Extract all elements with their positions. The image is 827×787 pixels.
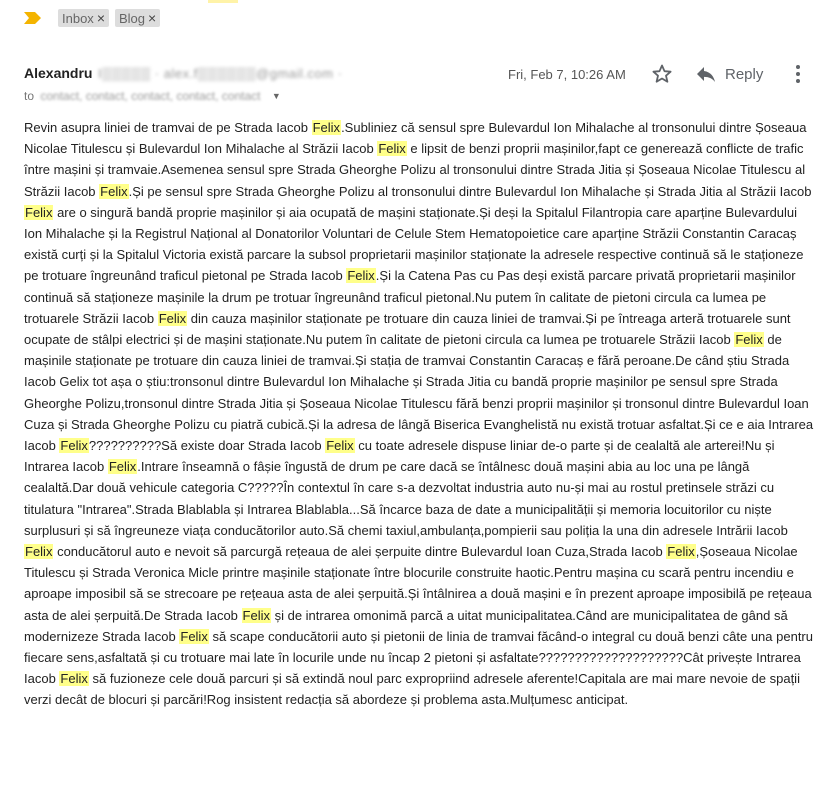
body-text: are o singură bandă proprie mașinilor și aia ocupată de mașini staționate.Și deși la Spitalul Filantropia care aparține Bulevardului Ion Mihalache și la Registrul Național al Donatorilor Voluntari de Celule Stem Hematopoietice care aparține Străzii Constantin Caracaș există curți și la Spitalul Victoria există parcare la subsol proprietarii mașinilor staționate la adresele respective continuă să le staționeze pe trotuare îngreunând traficul pietonal pe Strada Iacob [24, 204, 804, 284]
sender-email: I▒▒▒▒▒ · alex.f▒▒▒▒▒▒@gmail.com · [98, 66, 343, 81]
body-text: din cauza mașinilor staționate pe trotuare din cauza liniei de tramvai.Și pe întreaga arteră trotuarele sunt ocupate de stâlpi electrici și de mașini staționate.Nu putem în calitate de pietoni circula ca lumea pe trotuarele Străzii Iacob [24, 310, 791, 348]
body-text: cu toate adresele dispuse liniar de-o parte și de cealaltă ale arterei!Nu și Intrarea Iacob [24, 438, 775, 475]
search-highlight: Felix [158, 310, 187, 326]
search-highlight: Felix [25, 204, 53, 220]
body-text: .Intrare înseamnă o fâșie îngustă de drum pe care dacă se întâlnesc două mașini abia au loc una pe lângă cealaltă.Dar două vehicule categoria C?????În contextul în care s-a dezvoltat industria auto nu-și mai au rostul pretinsele străzi cu titulatura "Intrarea".Strada Blablabla și Intrarea Blablabla...Să încarce baza de date a municipalității și memoria locuitorilor cu niște surplusuri și să îngreuneze viața conducătorilor auto.Să chemi taxiul,ambulanța,pompierii sau poliția la una din adresele Intrării Iacob [24, 459, 788, 538]
sender-name: Alexandru [24, 65, 93, 81]
email-date: Fri, Feb 7, 10:26 AM [508, 67, 626, 82]
search-highlight: Felix [312, 120, 341, 135]
search-highlight: Felix [735, 332, 763, 348]
body-text: .Subliniez că sensul spre Bulevardul Ion Mihalache al tronsonului dintre Șoseaua Nicolae Titulescu și Bulevardul Ion Mihalache al Străzii Iacob [24, 120, 807, 157]
more-options-icon[interactable] [786, 62, 810, 86]
label-bar [22, 8, 166, 28]
important-marker-icon[interactable] [22, 10, 44, 26]
recipients-list: contact, contact, contact, contact, contact [40, 89, 261, 103]
body-text: .Și pe sensul spre Strada Gheorghe Polizu al tronsonului dintre Bulevardul Ion Mihalache și Strada Jitia al Străzii Iacob [128, 183, 812, 199]
body-text: Revin asupra liniei de tramvai de pe Strada Iacob [24, 120, 312, 135]
recipients-row [24, 89, 281, 103]
remove-label-blog-icon[interactable]: × [148, 10, 157, 26]
body-text: de mașinile staționate pe trotuare din cauza liniei de tramvai.Și stația de tramvai Constantin Caracaș e fără peroane.De când știu Strada Iacob Gelix tot așa o știu:tronsonul dintre Bulevardul Ion Mihalache și Strada Jitia cu bandă proprie mașinilor pe sensul spre Strada Gheorghe Polizu,tronsonul dintre Strada Jitia și Șoseaua Nicolae Titulescu fără benzi proprii mașinilor și tronsonul dintre Bulevardul Ioan Cuza și Strada Gheorghe Polizu cu piatră cubică.Și la adresa de lângă Biserica Evanghelistă nu există trotuar asfaltat.Și ce e aia Intrarea Iacob [24, 332, 814, 454]
search-highlight: Felix [108, 459, 137, 475]
body-text: să scape conducătorii auto și pietonii de linia de tramvai făcând-o integral cu două benzi câte una pentru fiecare sens,asfaltată și cu trotuare mai late în locurile unde nu încap 2 pietoni și asfaltate????????????????????Cât privește Intrarea Iacob [24, 628, 813, 687]
search-highlight: Felix [100, 183, 128, 199]
label-chip-name: Blog [119, 10, 146, 26]
body-text: conducătorul auto e nevoit să parcurgă rețeaua de alei șerpuite dintre Bulevardul Ioan Cuza,Strada Iacob [53, 544, 667, 560]
label-chip-inbox [58, 9, 109, 27]
sender-row [24, 65, 814, 85]
body-text: ??????????Să existe doar Strada Iacob [88, 438, 326, 454]
show-details-caret-icon[interactable]: ▼ [271, 91, 281, 101]
body-text: .Și la Catena Pas cu Pas deși există parcare privată proprietarii mașinilor continuă să staționeze mașinile la drum pe trotuar îngreunând traficul pietonal.Nu putem în calitate de pietoni circula ca lumea pe trotuarele Străzii Iacob [24, 268, 796, 326]
star-icon[interactable] [650, 62, 674, 86]
top-edge-highlight [208, 0, 238, 3]
reply-icon[interactable] [694, 62, 718, 86]
search-highlight: Felix [326, 438, 354, 454]
search-highlight: Felix [378, 141, 406, 157]
search-highlight: Felix [180, 628, 208, 644]
body-text: e lipsit de benzi proprii mașinilor,fapt ce generează conflicte de trafic între mașini și tramvaie.Asemenea sensul spre Strada Gheorghe Polizu al tronsonului dintre Strada Jitia și Șoseaua Nicolae Titulescu al Străzii Iacob [24, 141, 806, 199]
message-body [24, 117, 814, 711]
search-highlight: Felix [60, 671, 88, 687]
body-text: și de intrarea omonimă parcă a uitat municipalitatea.Când are municipalitatea de gând să modernizeze Strada Iacob [24, 607, 788, 644]
search-highlight: Felix [667, 544, 695, 560]
label-chip-name: Inbox [62, 10, 94, 26]
search-highlight: Felix [25, 544, 53, 560]
body-text: ,Șoseaua Nicolae Titulescu și Strada Veronica Micle printre mașinile staționate între blocurile construite haotic.Pentru mașina cu scară pentru incendiu e aproape imposibil să se strecoare pe rețeaua asta de alei șerpuită.Și întâlnirea a două mașini e în prezent aproape imposibilă pe rețeaua asta de alei șerpuită.De Strada Iacob [24, 544, 812, 623]
body-text: să fuzioneze cele două parcuri și să extindă noul parc expropriind adresele aferente!Capitala are mai mare nevoie de spații verzi decât de blocuri și parcări!Rog insistent redacția să abordeze și problema asta.Mulțumesc anticipat. [24, 671, 800, 708]
remove-label-inbox-icon[interactable]: × [96, 10, 105, 26]
reply-button[interactable]: Reply [725, 66, 764, 83]
label-chip-blog [115, 9, 160, 27]
to-label: to [24, 89, 35, 103]
search-highlight: Felix [347, 268, 375, 284]
search-highlight: Felix [60, 438, 88, 454]
search-highlight: Felix [242, 607, 270, 623]
